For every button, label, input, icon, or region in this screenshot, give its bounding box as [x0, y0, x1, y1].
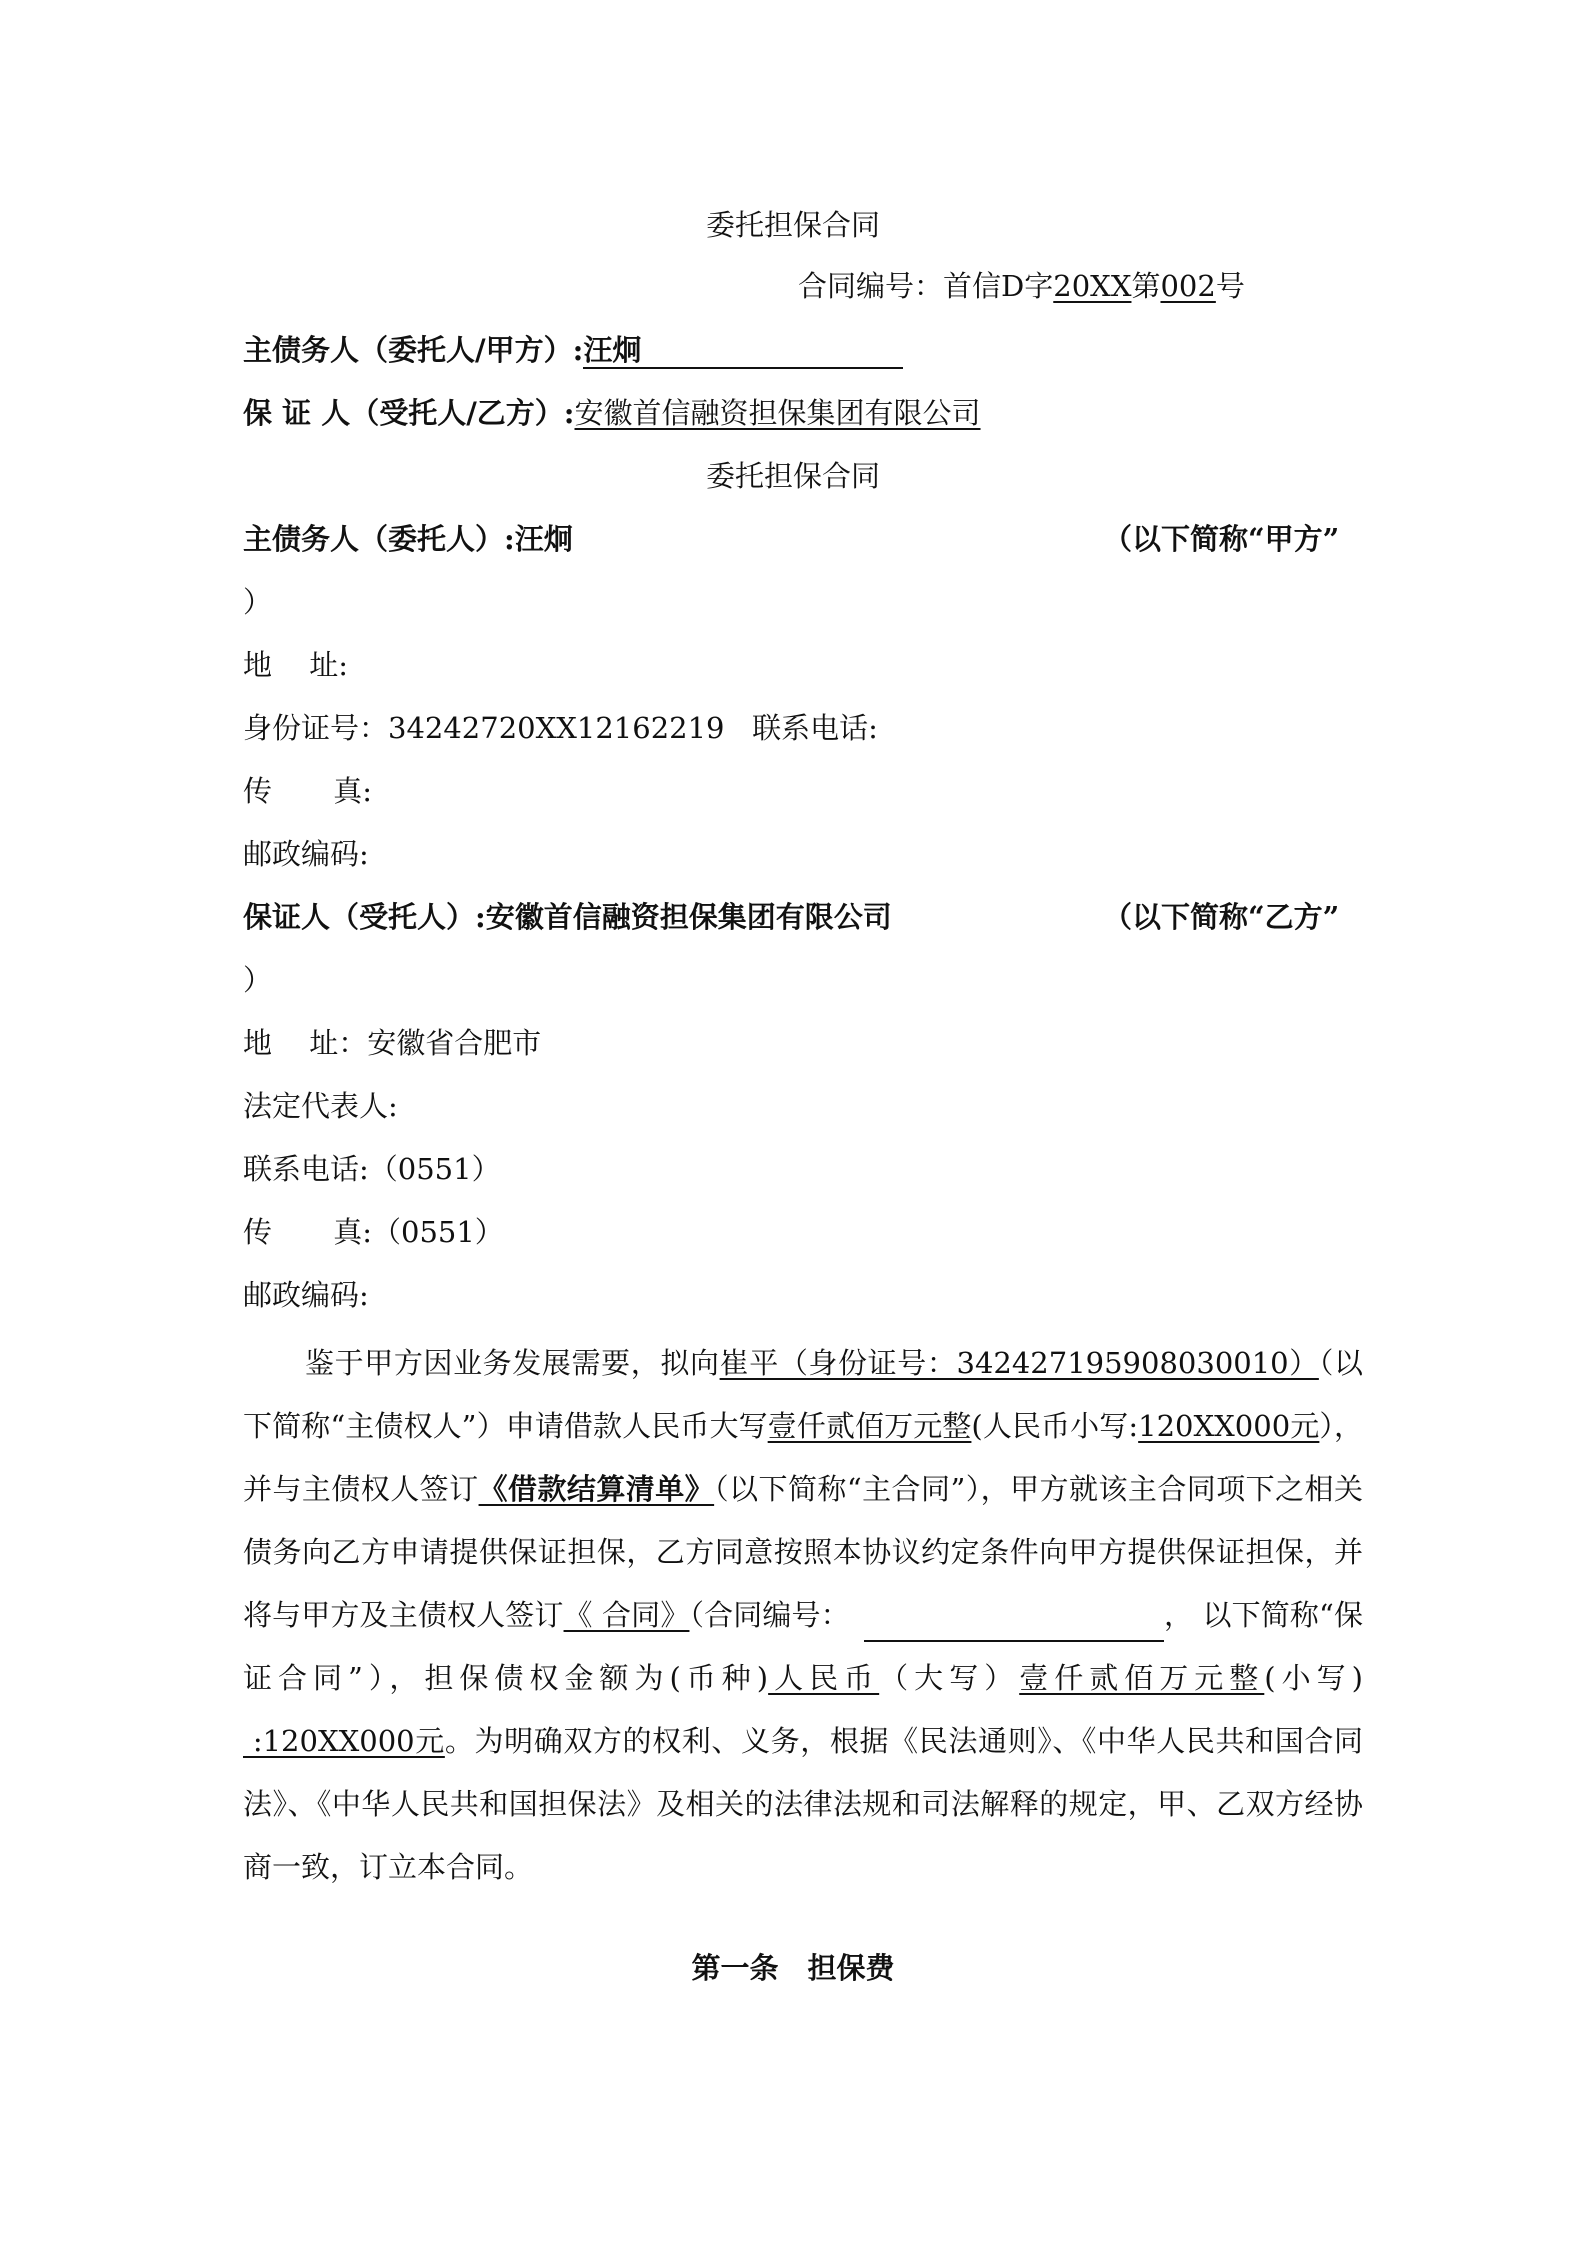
- party-b-address: 地 址：安徽省合肥市: [243, 1026, 542, 1060]
- recital-text-10: 。为明确双方的权利、义务，根据《民法通则》、《中华人民共和国合同法》、《中华人民共和国担保法》及相关的法律法规和司法解释的规定，甲、乙双方经协商一致，订立本合同。: [243, 1724, 1363, 1884]
- header-debtor: [243, 330, 903, 370]
- guarantee-amount-words: 壹仟贰佰万元整: [1019, 1661, 1265, 1695]
- party-b-line: [243, 897, 892, 937]
- recital-text-6: （合同编号：: [689, 1598, 850, 1632]
- party-a-id-phone: 身份证号：34242720XX12162219 联系电话:: [243, 711, 878, 745]
- header-guarantor-value: 安徽首信融资担保集团有限公司: [574, 396, 981, 430]
- article-1-text: 第一条 担保费: [691, 1951, 895, 1985]
- recital-text-4: ），并与主债权人签订: [243, 1409, 1363, 1506]
- party-a-short-name: （以下简称“甲方”: [1103, 522, 1340, 556]
- recital-paragraph: [243, 1332, 1363, 1899]
- party-b-line-text: 保证人（受托人）:安徽首信融资担保集团有限公司: [243, 900, 892, 934]
- recital-text-1: 鉴于甲方因业务发展需要，拟向: [305, 1346, 720, 1380]
- guarantee-amount-figures: :120XX000元: [243, 1724, 445, 1758]
- header-guarantor: [243, 393, 981, 433]
- document-subtitle: [0, 456, 1586, 496]
- party-a-fax: 传 真:: [243, 774, 372, 808]
- party-a-close: ）: [243, 585, 273, 619]
- subtitle-text: 委托担保合同: [705, 459, 880, 493]
- header-debtor-field: [583, 333, 903, 369]
- contract-number: [798, 266, 1245, 306]
- header-debtor-value: 汪炯: [583, 333, 642, 367]
- contract-number-label: 合同编号：首信D字: [798, 269, 1054, 303]
- party-a-address: 地 址:: [243, 648, 348, 682]
- main-contract-name: 《借款结算清单》: [478, 1472, 715, 1506]
- recital-text-2: （以下简称“主债权人”）申请借款人民币大写: [243, 1346, 1363, 1443]
- party-a-postcode: 邮政编码:: [243, 837, 369, 871]
- recital-text-3: (人民币小写:: [971, 1409, 1139, 1443]
- party-a-line: 主债务人（委托人）:汪炯: [243, 522, 573, 556]
- creditor-name: 崔平（身份证号：342427195908030010）: [719, 1346, 1319, 1380]
- guarantee-contract-name: 《 合同》: [563, 1598, 690, 1632]
- article-1-heading: [0, 1948, 1586, 1988]
- party-b-close: ）: [243, 963, 273, 997]
- party-b-phone: 联系电话:（0551）: [243, 1152, 501, 1186]
- document-title: [0, 205, 1586, 245]
- recital-text-7: ， 以下简称“保证合同”），担保债权金额为(币种): [243, 1598, 1363, 1695]
- loan-amount-figures: 120XX000元: [1138, 1409, 1320, 1443]
- currency: 人民币: [768, 1661, 880, 1695]
- header-debtor-label: 主债务人（委托人/甲方）:: [243, 333, 584, 367]
- contract-number-year: 20XX: [1053, 269, 1132, 303]
- contract-number-num: 002: [1160, 269, 1216, 303]
- party-b-short-name: （以下简称“乙方”: [1103, 900, 1340, 934]
- recital-text-8: （大写）: [879, 1661, 1020, 1695]
- header-guarantor-label: 保 证 人（受托人/乙方）:: [243, 396, 575, 430]
- recital-text-9: (小写): [1264, 1661, 1363, 1695]
- contract-number-mid: 第: [1131, 269, 1161, 303]
- party-b-fax: 传 真:（0551）: [243, 1215, 504, 1249]
- contract-number-blank: [864, 1612, 1164, 1642]
- party-b-legal-rep: 法定代表人:: [243, 1089, 398, 1123]
- recital-text-5: （以下简称“主合同”），甲方就该主合同项下之相关债务向乙方申请提供保证担保，乙方同意按照本协议约定条件向甲方提供保证担保，并将与甲方及主债权人签订: [243, 1472, 1363, 1632]
- contract-number-suffix: 号: [1215, 269, 1245, 303]
- party-b-postcode: 邮政编码:: [243, 1278, 369, 1312]
- loan-amount-words: 壹仟贰佰万元整: [767, 1409, 972, 1443]
- title-text: 委托担保合同: [705, 208, 880, 242]
